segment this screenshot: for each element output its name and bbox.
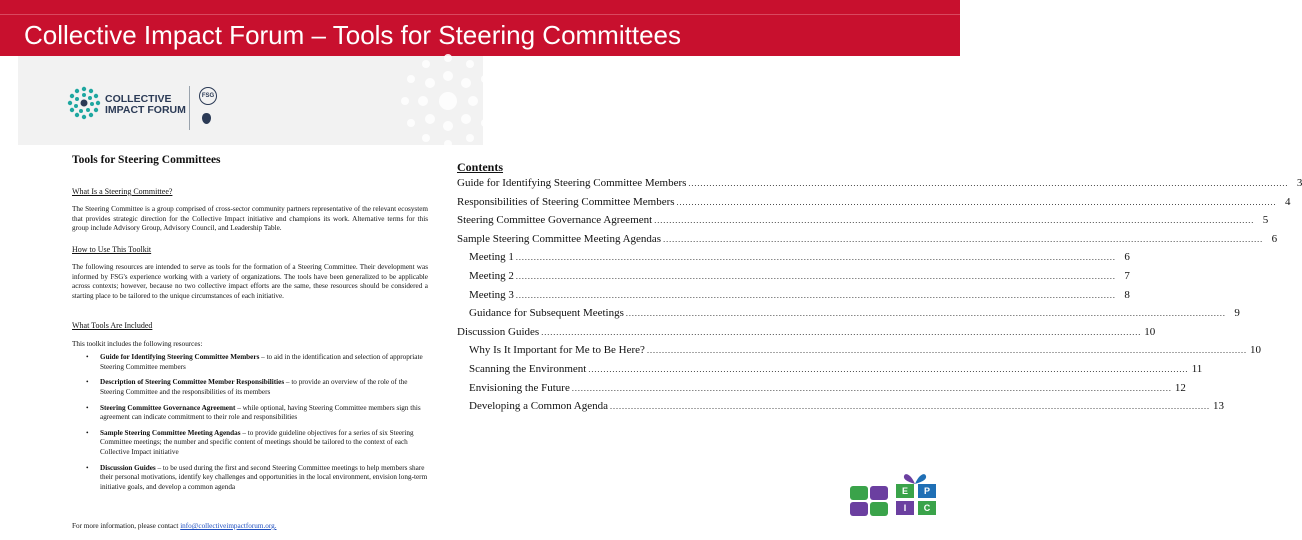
toc-item[interactable]: [457, 288, 1130, 308]
epic-letter-e: E: [896, 484, 914, 498]
toc-item-label: Discussion Guides: [457, 325, 540, 338]
toc-item[interactable]: [457, 400, 1225, 419]
toc-item-page: 13: [1213, 400, 1225, 413]
section-body-what-is: The Steering Committee is a group comprised of cross-sector community partners representative of the relevant ecosystem that provides strategic direction for the Collective Impact initiative and champions its work. Alternative terms for this group include Advisory Group, Advisory Council, and Leadership Table.: [72, 205, 428, 232]
toc-item-label: Steering Committee Governance Agreement: [457, 214, 653, 227]
section-body-how-to-use: The following resources are intended to serve as tools for the formation of a Steering Committee. Their development was informed by FSG's experience working with a variety of organizations. The tools have been generalized to be applicable across contexts; however, because no two collective impact efforts are the same, these resources should be considered a starting place to be tailored to the unique circumstances of each initiative.: [72, 263, 428, 300]
bullet-text: – to provide an overview of the role of the Steering Committee and the responsibilities of its members: [100, 378, 408, 396]
toc-item[interactable]: [457, 269, 1130, 289]
toc-item-label: Why Is It Important for Me to Be Here?: [469, 344, 645, 357]
footer-email-link[interactable]: info@collectiveimpactforum.org.: [180, 522, 277, 530]
toc-item-label: Meeting 3: [469, 288, 514, 301]
document-title: Tools for Steering Committees: [72, 154, 221, 166]
document-footer: [72, 522, 277, 530]
toc-item-page: 6: [1124, 251, 1130, 264]
acorn-icon: [201, 112, 212, 125]
toc-leader-dots: ........................................................................................................................................................................................................: [688, 179, 1289, 188]
toc-leader-dots: ........................................................................................................................................................................................................: [571, 383, 1172, 393]
bullet-bold-text: Sample Steering Committee Meeting Agendas: [100, 428, 241, 437]
epic-mark-tile: [870, 502, 888, 516]
toc-item[interactable]: [457, 344, 1261, 363]
bullet-bold-text: Discussion Guides: [100, 463, 156, 472]
toc-item[interactable]: [457, 195, 1291, 215]
logo-divider: [189, 86, 190, 130]
toc-item-label: Sample Steering Committee Meeting Agendas: [457, 232, 662, 245]
toc-item-label: Guidance for Subsequent Meetings: [469, 307, 624, 320]
epic-letter-p: P: [918, 484, 936, 498]
toc-item-label: Guide for Identifying Steering Committee Members: [457, 177, 687, 189]
toc-leader-dots: ........................................................................................................................................................................................................: [625, 309, 1226, 319]
toc-leader-dots: ........................................................................................................................................................................................................: [676, 197, 1277, 207]
toc-item-label: Responsibilities of Steering Committee Members: [457, 195, 675, 208]
footer-text: For more information, please contact: [72, 522, 181, 530]
toc-item-label: Meeting 1: [469, 251, 514, 264]
sunburst-decoration-icon: [393, 46, 503, 156]
toc-item-page: 7: [1124, 269, 1130, 282]
collective-impact-logo-icon: [66, 85, 102, 121]
section-heading-how-to-use: How to Use This Toolkit: [72, 245, 152, 254]
toc-item[interactable]: [457, 232, 1278, 252]
toc-leader-dots: ........................................................................................................................................................................................................: [646, 346, 1247, 356]
slide-title: Collective Impact Forum – Tools for Steering Committees: [24, 20, 681, 50]
toc-leader-dots: ........................................................................................................................................................................................................: [515, 290, 1116, 300]
toc-item-page: 3: [1296, 177, 1302, 189]
toc-item[interactable]: [457, 307, 1240, 326]
section-heading-tools-included: What Tools Are Included: [72, 321, 153, 330]
list-item: [86, 404, 432, 423]
bullet-text: – to aid in the identification and selection of appropriate Steering Committee members: [100, 353, 423, 371]
list-item: [86, 353, 432, 372]
toc-item[interactable]: [457, 381, 1186, 401]
logo-line-2: IMPACT FORUM: [105, 104, 186, 116]
toc-item-page: 8: [1124, 288, 1130, 301]
document-banner: [18, 56, 483, 145]
toc-item-page: 12: [1174, 381, 1186, 394]
toc-item-label: Envisioning the Future: [469, 381, 570, 394]
section-body-tools-included: This toolkit includes the following resources:: [72, 340, 203, 348]
toc-leader-dots: ........................................................................................................................................................................................................: [663, 234, 1264, 244]
epic-letter-i: I: [896, 501, 914, 515]
toc-item-page: 10: [1249, 344, 1261, 357]
toc-leader-dots: ........................................................................................................................................................................................................: [515, 271, 1116, 281]
toc-item-page: 9: [1234, 307, 1240, 320]
bullet-bold-text: Steering Committee Governance Agreement: [100, 403, 236, 412]
toc-leader-dots: ........................................................................................................................................................................................................: [541, 327, 1142, 337]
toc-item-page: 5: [1262, 214, 1269, 227]
toc-item-page: 4: [1285, 195, 1291, 208]
epic-logo: [848, 470, 940, 520]
list-item: [86, 378, 432, 397]
bullet-bold-text: Guide for Identifying Steering Committee Members: [100, 353, 260, 361]
toc-item-page: 6: [1271, 232, 1278, 245]
epic-mark-tile: [850, 502, 868, 516]
bullet-bold-text: Description of Steering Committee Member Responsibilities: [100, 378, 285, 387]
toc-item-label: Scanning the Environment: [469, 362, 587, 375]
toc-list: [457, 177, 1302, 419]
toc-item-page: 11: [1191, 362, 1203, 375]
fsg-logo: FSG: [199, 87, 217, 105]
bullet-text: – to provide guideline objectives for a series of six Steering Committee meetings; the number and specific content of meetings should be tailored to the context of each Collective Impact initiative: [100, 428, 414, 456]
toc-item[interactable]: [457, 325, 1156, 345]
tools-bullet-list: [86, 353, 432, 498]
toc-item[interactable]: [457, 214, 1269, 233]
logo-line-1: COLLECTIVE: [105, 93, 172, 105]
list-item: [86, 464, 432, 493]
epic-mark-tile: [850, 486, 868, 500]
logo-wordmark: [105, 94, 186, 116]
toc-item[interactable]: [457, 177, 1302, 196]
toc-item-label: Meeting 2: [469, 269, 514, 282]
contents-title: Contents: [457, 160, 504, 174]
title-bar-rule: [0, 14, 960, 15]
epic-mark-tile: [870, 486, 888, 500]
toc-item-label: Developing a Common Agenda: [469, 400, 609, 413]
list-item: [86, 429, 432, 458]
table-of-contents: [457, 160, 1302, 419]
toc-leader-dots: ........................................................................................................................................................................................................: [515, 253, 1116, 263]
toc-leader-dots: ........................................................................................................................................................................................................: [654, 216, 1255, 226]
epic-letter-c: C: [918, 501, 936, 515]
bullet-text: – to be used during the first and second Steering Committee meetings to help members share their personal motivations, identify key challenges and opportunities in the local environment, envision long-term initiative goals, and develop a common agenda: [100, 463, 428, 491]
toc-item[interactable]: [457, 251, 1130, 270]
section-heading-what-is: What Is a Steering Committee?: [72, 187, 173, 196]
bullet-text: – while optional, having Steering Committee members sign this agreement can indicate commitment to their role and responsibilities: [100, 403, 421, 422]
toc-leader-dots: ........................................................................................................................................................................................................: [588, 364, 1189, 374]
toc-item[interactable]: [457, 362, 1203, 382]
toc-item-page: 10: [1144, 325, 1156, 338]
toc-leader-dots: ........................................................................................................................................................................................................: [610, 402, 1211, 412]
